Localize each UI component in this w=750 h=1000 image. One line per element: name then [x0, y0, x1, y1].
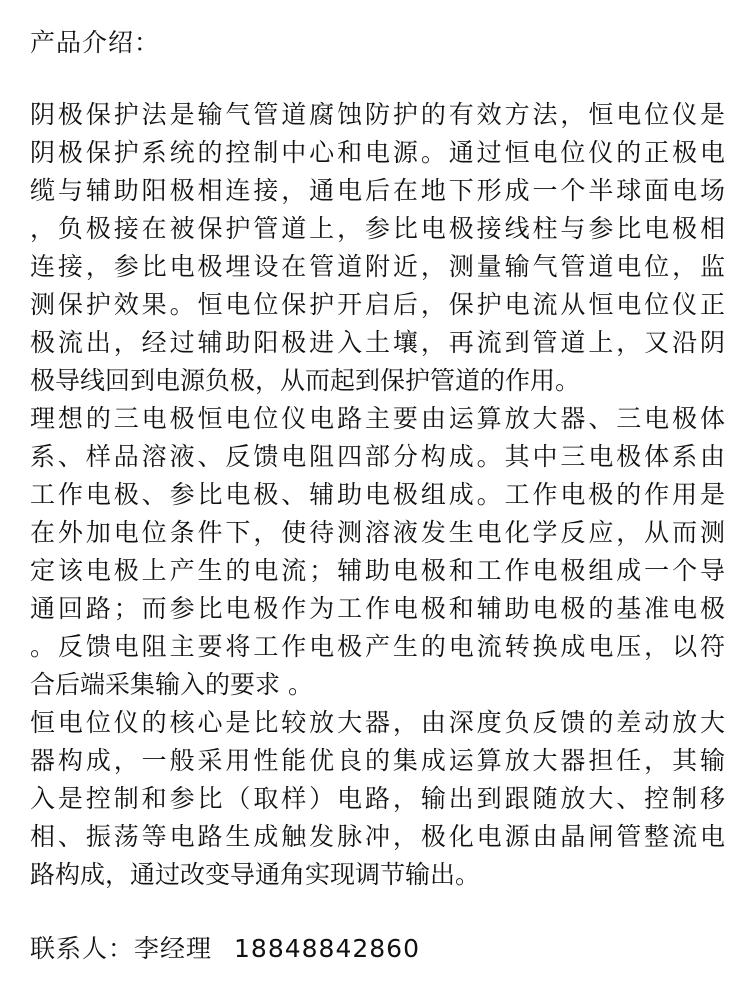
- text-line: 极导线回到电源负极，从而起到保护管道的作用。: [30, 366, 581, 395]
- contact-phone[interactable]: 18848842860: [234, 934, 420, 963]
- text-line: 通回路；而参比电极作为工作电极和辅助电极的基准电极: [30, 594, 725, 623]
- text-line: 连接，参比电极埋设在管道附近，测量输气管道电位，监: [30, 252, 725, 281]
- paragraph-cathodic-protection: [30, 96, 725, 400]
- text-line: 定该电极上产生的电流；辅助电极和工作电极组成一个导: [30, 556, 725, 585]
- text-line: 相、振荡等电路生成触发脉冲，极化电源由晶闸管整流电: [30, 822, 725, 851]
- text-line: 阴极保护系统的控制中心和电源。通过恒电位仪的正极电: [30, 138, 725, 167]
- text-line: ，负极接在被保护管道上，参比电极接线柱与参比电极相: [30, 214, 725, 243]
- text-line: 缆与辅助阳极相连接，通电后在地下形成一个半球面电场: [30, 176, 725, 205]
- text-line: 极流出，经过辅助阳极进入土壤，再流到管道上，又沿阴: [30, 328, 725, 357]
- text-line: 器构成，一般采用性能优良的集成运算放大器担任，其输: [30, 746, 725, 775]
- text-line: 理想的三电极恒电位仪电路主要由运算放大器、三电极体: [30, 404, 725, 433]
- paragraph-core-amplifier: [30, 704, 725, 894]
- text-line: 合后端采集输入的要求 。: [30, 670, 313, 699]
- text-line: 系、样品溶液、反馈电阻四部分构成。其中三电极体系由: [30, 442, 725, 471]
- text-line: 路构成，通过改变导通角实现调节输出。: [30, 860, 481, 889]
- contact-info: [30, 930, 420, 968]
- text-line: 测保护效果。恒电位保护开启后，保护电流从恒电位仪正: [30, 290, 725, 319]
- contact-label: 联系人：李经理: [30, 934, 213, 963]
- text-line: 阴极保护法是输气管道腐蚀防护的有效方法，恒电位仪是: [30, 100, 725, 129]
- page-title: 产品介绍：: [30, 28, 161, 57]
- text-line: 。反馈电阻主要将工作电极产生的电流转换成电压，以符: [30, 632, 725, 661]
- text-line: 入是控制和参比（取样）电路，输出到跟随放大、控制移: [30, 784, 725, 813]
- paragraph-three-electrode: [30, 400, 725, 704]
- text-line: 在外加电位条件下，使待测溶液发生电化学反应，从而测: [30, 518, 725, 547]
- text-line: 工作电极、参比电极、辅助电极组成。工作电极的作用是: [30, 480, 725, 509]
- intro-body: [30, 96, 725, 894]
- text-line: 恒电位仪的核心是比较放大器，由深度负反馈的差动放大: [30, 708, 725, 737]
